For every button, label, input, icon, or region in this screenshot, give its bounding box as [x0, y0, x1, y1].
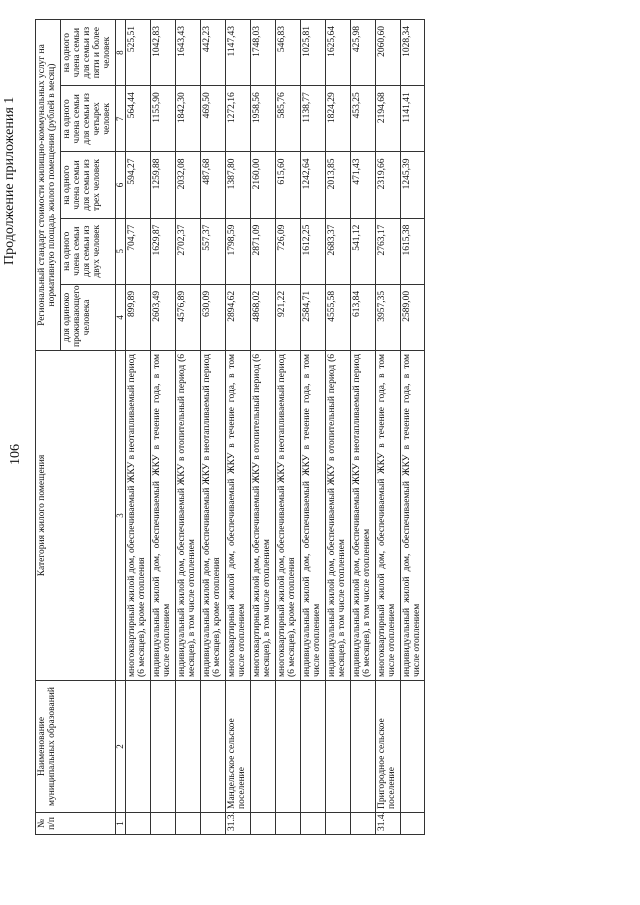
standard-value: 2194,68 [375, 86, 400, 152]
standard-value: 453,25 [350, 86, 375, 152]
row-number [151, 813, 176, 835]
standard-value: 2060,60 [375, 20, 400, 86]
standard-value: 2319,66 [375, 152, 400, 218]
housing-category: индивидуальный жилой дом, обеспечиваемый ЖКУ в неотапливаемый период (6 месяцев), кроме отопления [201, 351, 226, 681]
standard-value: 557,37 [201, 218, 226, 284]
row-number [325, 813, 350, 835]
standard-value: 2603,49 [151, 284, 176, 350]
row-number: 31.4. [375, 813, 400, 835]
housing-category: многоквартирный жилой дом, обеспечиваемый ЖКУ в неотапливаемый период (6 месяцев), кроме отопления [126, 351, 151, 681]
standard-value: 704,77 [126, 218, 151, 284]
standard-value: 613,84 [350, 284, 375, 350]
standard-value: 921,22 [275, 284, 300, 350]
standard-value: 442,23 [201, 20, 226, 86]
standard-value: 1141,41 [400, 86, 425, 152]
standard-value: 4555,58 [325, 284, 350, 350]
header-sub-5: на одного члена семьи для семьи из пяти и более человек [60, 20, 115, 86]
standard-value: 1748,03 [250, 20, 275, 86]
row-number [126, 813, 151, 835]
standard-value: 425,98 [350, 20, 375, 86]
standards-table [35, 19, 425, 835]
standard-value: 1958,56 [250, 86, 275, 152]
standard-value: 4868,02 [250, 284, 275, 350]
standard-value: 1625,64 [325, 20, 350, 86]
row-number [400, 813, 425, 835]
standard-value: 564,44 [126, 86, 151, 152]
housing-category: индивидуальный жилой дом, обеспечиваемый ЖКУ в течение года, в том числе отоплением [300, 351, 325, 681]
standard-value: 1242,64 [300, 152, 325, 218]
standard-value: 1615,38 [400, 218, 425, 284]
header-category: Категория жилого помещения [36, 351, 116, 681]
table-row [225, 20, 250, 835]
table-row [300, 20, 325, 835]
housing-category: многоквартирный жилой дом, обеспечиваемый ЖКУ в течение года, в том числе отоплением [225, 351, 250, 681]
standard-value: 469,50 [201, 86, 226, 152]
standard-value: 1259,88 [151, 152, 176, 218]
municipality-name [176, 681, 201, 813]
row-number [201, 813, 226, 835]
standard-value: 1842,30 [176, 86, 201, 152]
standard-value: 1042,83 [151, 20, 176, 86]
standard-value: 726,09 [275, 218, 300, 284]
municipality-name [126, 681, 151, 813]
municipality-name [250, 681, 275, 813]
housing-category: индивидуальный жилой дом, обеспечиваемый ЖКУ в отопительный период (6 месяцев), в том числе отоплением [325, 351, 350, 681]
housing-category: многоквартирный жилой дом, обеспечиваемый ЖКУ в течение года, в том числе отоплением [375, 351, 400, 681]
colnum: 3 [115, 351, 125, 681]
colnum: 4 [115, 284, 125, 350]
standard-value: 2032,08 [176, 152, 201, 218]
housing-category: многоквартирный жилой дом, обеспечиваемый ЖКУ в отопительный период (6 месяцев), в том числе отоплением [250, 351, 275, 681]
standard-value: 1028,34 [400, 20, 425, 86]
standard-value: 3957,35 [375, 284, 400, 350]
standard-value: 1025,81 [300, 20, 325, 86]
standard-value: 594,27 [126, 152, 151, 218]
municipality-name: Мандельское сельское поселение [225, 681, 250, 813]
colnum: 6 [115, 152, 125, 218]
table-row [201, 20, 226, 835]
table-row [375, 20, 400, 835]
municipality-name [400, 681, 425, 813]
standard-value: 2589,00 [400, 284, 425, 350]
table-row [325, 20, 350, 835]
municipality-name [275, 681, 300, 813]
standard-value: 1138,77 [300, 86, 325, 152]
standard-value: 2013,85 [325, 152, 350, 218]
header-no: № п/п [36, 813, 116, 835]
standard-value: 2871,09 [250, 218, 275, 284]
header-sub-3: на одного члена семьи для семьи из трех человек [60, 152, 115, 218]
table-row [151, 20, 176, 835]
standard-value: 2683,37 [325, 218, 350, 284]
municipality-name [151, 681, 176, 813]
header-sub-1: для одиноко проживающего человека [60, 284, 115, 350]
colnum: 1 [115, 813, 125, 835]
municipality-name [201, 681, 226, 813]
table-row [126, 20, 151, 835]
municipality-name [325, 681, 350, 813]
header-name: Наименование муниципальных образований [36, 681, 116, 813]
standard-value: 899,89 [126, 284, 151, 350]
appendix-title: Продолжение приложения 1 [2, 96, 17, 265]
housing-category: индивидуальный жилой дом, обеспечиваемый ЖКУ в неотапливаемый период (6 месяцев), в том числе отоплением [350, 351, 375, 681]
standard-value: 1245,39 [400, 152, 425, 218]
table-row [350, 20, 375, 835]
standard-value: 1643,43 [176, 20, 201, 86]
colnum: 2 [115, 681, 125, 813]
row-number [300, 813, 325, 835]
standard-value: 1272,16 [225, 86, 250, 152]
colnum: 7 [115, 86, 125, 152]
table-row [400, 20, 425, 835]
row-number: 31.3. [225, 813, 250, 835]
standard-value: 1798,59 [225, 218, 250, 284]
standard-value: 2702,37 [176, 218, 201, 284]
table-row [275, 20, 300, 835]
standard-value: 546,83 [275, 20, 300, 86]
municipality-name [350, 681, 375, 813]
standard-value: 2894,62 [225, 284, 250, 350]
standard-value: 1155,90 [151, 86, 176, 152]
header-sub-4: на одного члена семьи для семьи из четырех человек [60, 86, 115, 152]
row-number [350, 813, 375, 835]
municipality-name: Пригородное сельское поселение [375, 681, 400, 813]
standard-value: 1824,29 [325, 86, 350, 152]
standard-value: 630,09 [201, 284, 226, 350]
housing-category: многоквартирный жилой дом, обеспечиваемый ЖКУ в неотапливаемый период (6 месяцев), кроме отопления [275, 351, 300, 681]
standard-value: 4576,89 [176, 284, 201, 350]
housing-category: индивидуальный жилой дом, обеспечиваемый ЖКУ в течение года, в том числе отоплением [151, 351, 176, 681]
row-number [250, 813, 275, 835]
housing-category: индивидуальный жилой дом, обеспечиваемый ЖКУ в отопительный период (6 месяцев), в том числе отоплением [176, 351, 201, 681]
colnum: 8 [115, 20, 125, 86]
standard-value: 2584,71 [300, 284, 325, 350]
standard-value: 525,51 [126, 20, 151, 86]
standard-value: 471,43 [350, 152, 375, 218]
row-number [275, 813, 300, 835]
standard-value: 2160,00 [250, 152, 275, 218]
standard-value: 487,68 [201, 152, 226, 218]
standard-value: 1629,87 [151, 218, 176, 284]
standard-value: 585,76 [275, 86, 300, 152]
municipality-name [300, 681, 325, 813]
colnum: 5 [115, 218, 125, 284]
standard-value: 2763,17 [375, 218, 400, 284]
page-number: 106 [8, 444, 23, 465]
standard-value: 1147,43 [225, 20, 250, 86]
standard-value: 1387,80 [225, 152, 250, 218]
table-row [176, 20, 201, 835]
row-number [176, 813, 201, 835]
standard-value: 541,12 [350, 218, 375, 284]
housing-category: индивидуальный жилой дом, обеспечиваемый ЖКУ в течение года, в том числе отоплением [400, 351, 425, 681]
standard-value: 1612,25 [300, 218, 325, 284]
header-standard: Региональный стандарт стоимости жилищно-коммунальных услуг на нормативную площадь жилого помещения (рублей в месяц) [36, 20, 61, 351]
header-sub-2: на одного члена семьи для семьи из двух человек [60, 218, 115, 284]
table-row [250, 20, 275, 835]
standard-value: 615,60 [275, 152, 300, 218]
